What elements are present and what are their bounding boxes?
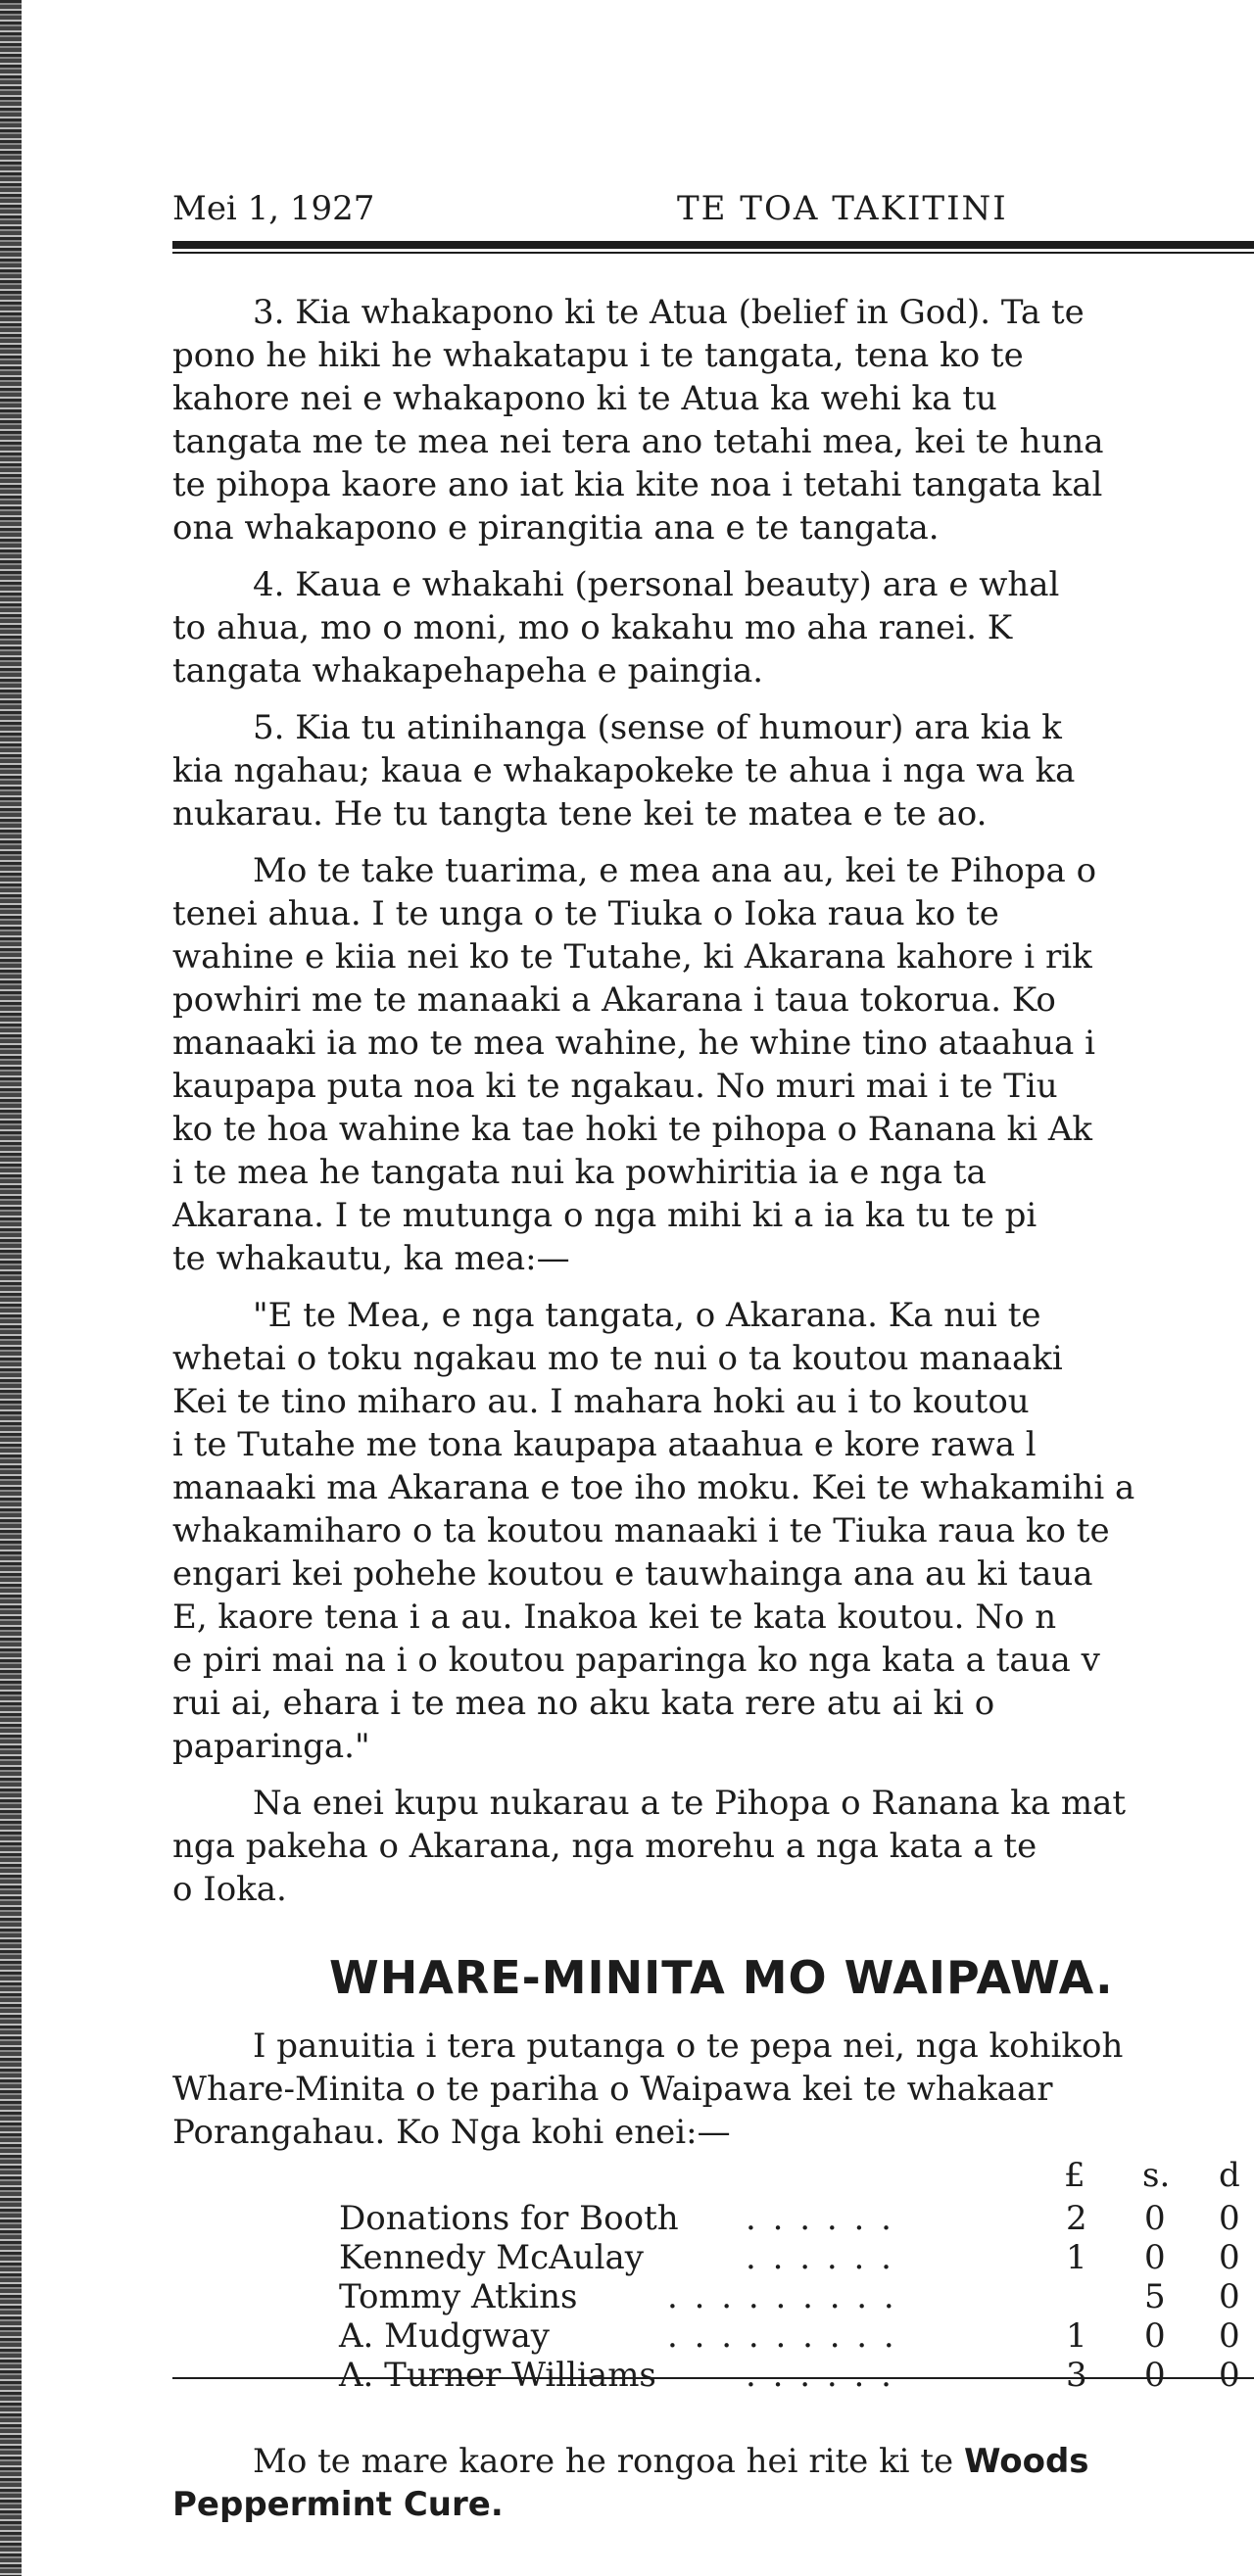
article-line: to ahua, mo o moni, mo o kakahu mo aha ranei. K	[172, 608, 1013, 647]
donation-row	[172, 2316, 1254, 2356]
donation-row	[172, 2356, 1254, 2395]
article-line: tangata whakapehapeha e paingia.	[172, 651, 764, 691]
header-rule-thick	[172, 241, 1254, 249]
article-line: nga pakeha o Akarana, nga morehu a nga kata a te	[172, 1827, 1037, 1866]
article-line: whakamiharo o ta koutou manaaki i te Tiuka raua ko te	[172, 1511, 1110, 1550]
unit-pounds: £	[1064, 2156, 1085, 2195]
amount-pence: 0	[1219, 2199, 1240, 2238]
article-line: 3. Kia whakapono ki te Atua (belief in God). Ta te	[253, 293, 1085, 332]
intro-line: Porangahau. Ko Nga kohi enei:—	[172, 2113, 731, 2152]
article-line: Na enei kupu nukarau a te Pihopa o Ranana ka mat	[253, 1784, 1127, 1823]
article-paragraph	[172, 849, 1254, 1280]
article-line: i te mea he tangata nui ka powhiritia ia e nga ta	[172, 1153, 987, 1192]
article-line: paparinga."	[172, 1727, 370, 1766]
unit-pence: d	[1219, 2156, 1240, 2195]
donations-table	[172, 2154, 1254, 2395]
amount-pence: 0	[1219, 2356, 1240, 2395]
amount-pounds: 1	[1066, 2316, 1087, 2356]
amount-shillings: 0	[1144, 2356, 1166, 2395]
scan-edge	[0, 0, 22, 2576]
amount-shillings: 0	[1144, 2238, 1166, 2277]
article-line: i te Tutahe me tona kaupapa ataahua e kore rawa l	[172, 1425, 1037, 1464]
intro-line: I panuitia i tera putanga o te pepa nei, nga kohikoh	[253, 2027, 1124, 2066]
article-line: kaupapa puta noa ki te ngakau. No muri mai i te Tiu	[172, 1067, 1058, 1106]
donor-name: Tommy Atkins	[339, 2277, 578, 2316]
article-line: 5. Kia tu atinihanga (sense of humour) ara kia k	[253, 708, 1062, 747]
donor-name: Donations for Booth	[339, 2199, 679, 2238]
amount-pounds: 1	[1066, 2238, 1087, 2277]
donor-name: A. Turner Williams	[339, 2356, 656, 2395]
amount-shillings: 0	[1144, 2316, 1166, 2356]
article-line: e piri mai na i o koutou paparinga ko nga kata a taua v	[172, 1641, 1100, 1680]
article-line: ona whakapono e pirangitia ana e te tangata.	[172, 508, 940, 548]
article-body	[172, 291, 1254, 1911]
article-paragraph	[172, 706, 1254, 835]
amount-pence: 0	[1219, 2277, 1240, 2316]
leader-dots: . . . . . . . . .	[667, 2316, 897, 2356]
section-intro	[172, 2025, 1254, 2154]
article-paragraph	[172, 563, 1254, 692]
article-line: kahore nei e whakapono ki te Atua ka wehi ka tu	[172, 379, 997, 418]
article-line: manaaki ma Akarana e toe iho moku. Kei te whakamihi a	[172, 1468, 1135, 1507]
article-line: manaaki ia mo te mea wahine, he whine tino ataahua i	[172, 1024, 1095, 1063]
article-line: whetai o toku ngakau mo te nui o ta koutou manaaki	[172, 1339, 1063, 1378]
advert-product-a: Woods	[963, 2442, 1089, 2481]
amount-pence: 0	[1219, 2316, 1240, 2356]
donation-row	[172, 2238, 1254, 2277]
amount-shillings: 0	[1144, 2199, 1166, 2238]
article-paragraph	[172, 1294, 1254, 1768]
section-heading: WHARE-MINITA MO WAIPAWA.	[329, 1951, 1114, 2004]
article-line: Akarana. I te mutunga o nga mihi ki a ia ka tu te pi	[172, 1196, 1037, 1235]
article-line: powhiri me te manaaki a Akarana i taua tokorua. Ko	[172, 980, 1056, 1020]
article-line: Kei te tino miharo au. I mahara hoki au i to koutou	[172, 1382, 1030, 1421]
amount-shillings: 5	[1144, 2277, 1166, 2316]
amount-pounds: 3	[1066, 2356, 1087, 2395]
page-header	[172, 178, 1254, 239]
masthead-title: TE TOA TAKITINI	[677, 189, 1008, 228]
article-line: kia ngahau; kaua e whakapokeke te ahua i nga wa ka	[172, 751, 1076, 790]
article-line: engari kei pohehe koutou e tauwhainga ana au ki taua	[172, 1554, 1093, 1594]
amount-pounds: 2	[1066, 2199, 1087, 2238]
article-line: "E te Mea, e nga tangata, o Akarana. Ka nui te	[253, 1296, 1041, 1335]
advert-lead: Mo te mare kaore he rongoa hei rite ki te	[253, 2442, 964, 2481]
header-rule-thin	[172, 252, 1254, 254]
issue-date: Mei 1, 1927	[172, 189, 375, 228]
article-line: te pihopa kaore ano iat kia kite noa i tetahi tangata kal	[172, 465, 1103, 504]
leader-dots: . . . . . . . . .	[667, 2277, 897, 2316]
donor-name: A. Mudgway	[339, 2316, 550, 2356]
article-line: pono he hiki he whakatapu i te tangata, tena ko te	[172, 336, 1024, 375]
article-line: Mo te take tuarima, e mea ana au, kei te Pihopa o	[253, 851, 1097, 890]
article-line: tenei ahua. I te unga o te Tiuka o Ioka raua ko te	[172, 894, 999, 933]
donor-name: Kennedy McAulay	[339, 2238, 644, 2277]
article-line: rui ai, ehara i te mea no aku kata rere atu ai ki o	[172, 1684, 995, 1723]
article-line: 4. Kaua e whakahi (personal beauty) ara e whal	[253, 565, 1060, 604]
amount-pence: 0	[1219, 2238, 1240, 2277]
article-line: o Ioka.	[172, 1870, 287, 1909]
article-paragraph	[172, 291, 1254, 549]
article-line: te whakautu, ka mea:—	[172, 1239, 570, 1278]
leader-dots: . . . . . .	[746, 2238, 894, 2277]
advert-product-b: Peppermint Cure.	[172, 2485, 504, 2524]
article-line: wahine e kiia nei ko te Tutahe, ki Akarana kahore i rik	[172, 937, 1092, 977]
article-line: ko te hoa wahine ka tae hoki te pihopa o Ranana ki Ak	[172, 1110, 1093, 1149]
article-line: tangata me te mea nei tera ano tetahi mea, kei te huna	[172, 422, 1104, 461]
leader-dots: . . . . . .	[746, 2356, 894, 2395]
advert	[172, 2440, 1254, 2526]
article-line: nukarau. He tu tangta tene kei te matea e te ao.	[172, 794, 988, 834]
newspaper-page	[172, 178, 1254, 2558]
unit-shillings: s.	[1142, 2156, 1171, 2195]
intro-line: Whare-Minita o te pariha o Waipawa kei te whakaar	[172, 2070, 1053, 2109]
donation-row	[172, 2199, 1254, 2238]
article-line: E, kaore tena i a au. Inakoa kei te kata koutou. No n	[172, 1598, 1057, 1637]
donation-row	[172, 2277, 1254, 2316]
leader-dots: . . . . . .	[746, 2199, 894, 2238]
article-paragraph	[172, 1782, 1254, 1911]
